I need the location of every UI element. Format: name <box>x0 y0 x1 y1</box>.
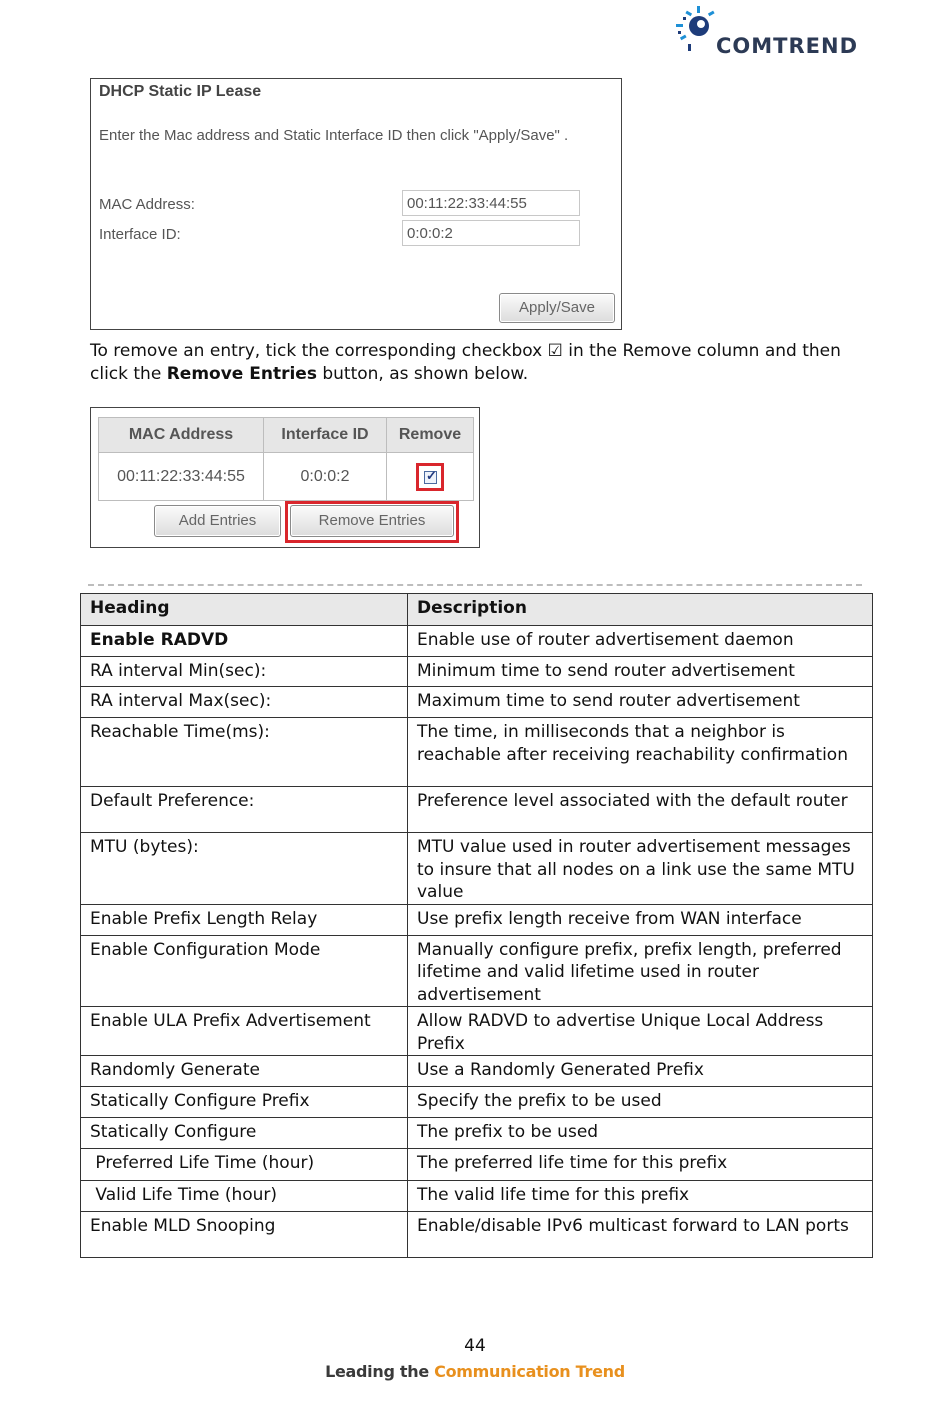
row-description: MTU value used in router advertisement messages to insure that all nodes on a link use the same MTU value <box>408 833 873 905</box>
tagline-part-2: Communication <box>434 1362 571 1381</box>
table-row <box>81 935 873 1007</box>
tagline-part-1: Leading the <box>325 1362 435 1381</box>
row-heading: Randomly Generate <box>81 1056 408 1087</box>
panel-title: DHCP Static IP Lease <box>99 83 262 100</box>
interface-id-label: Interface ID: <box>99 226 181 243</box>
row-heading: Enable Prefix Length Relay <box>81 904 408 935</box>
row-description: The valid life time for this prefix <box>408 1181 873 1212</box>
paragraph-bold: Remove Entries <box>166 364 317 384</box>
row-heading: Statically Configure <box>81 1118 408 1149</box>
dashed-divider <box>88 584 862 586</box>
table-row <box>81 833 873 905</box>
mac-address-label: MAC Address: <box>99 196 195 213</box>
row-heading: RA interval Max(sec): <box>81 687 408 718</box>
table-row <box>81 904 873 935</box>
table-row <box>81 1181 873 1212</box>
paragraph-text-1: To remove an entry, tick the corresponding checkbox ☑ in the Remove column and then click the <box>90 341 841 384</box>
table-row <box>81 657 873 687</box>
remove-highlight <box>416 463 444 491</box>
row-heading: Enable RADVD <box>81 626 408 657</box>
row-description: Enable/disable IPv6 multicast forward to LAN ports <box>408 1212 873 1258</box>
logo-burst-icon <box>672 4 716 56</box>
table-row <box>81 687 873 718</box>
row-heading: Enable ULA Prefix Advertisement <box>81 1007 408 1056</box>
remove-checkbox[interactable] <box>424 471 437 484</box>
row-description: The prefix to be used <box>408 1118 873 1149</box>
row-heading: Preferred Life Time (hour) <box>81 1149 408 1181</box>
table-row <box>81 718 873 787</box>
col-remove: Remove <box>387 418 474 453</box>
table-row <box>81 1149 873 1181</box>
table-row <box>81 1087 873 1118</box>
table-row <box>81 787 873 833</box>
header-description: Description <box>408 594 873 626</box>
row-heading: MTU (bytes): <box>81 833 408 905</box>
entry-iface: 0:0:0:2 <box>264 453 387 501</box>
entry-mac: 00:11:22:33:44:55 <box>99 453 264 501</box>
row-description: Use prefix length receive from WAN interface <box>408 904 873 935</box>
entry-remove-cell <box>387 453 474 501</box>
table-row <box>81 1007 873 1056</box>
row-description: Maximum time to send router advertisement <box>408 687 873 718</box>
mac-address-field[interactable]: 00:11:22:33:44:55 <box>402 190 580 216</box>
table-row <box>81 1118 873 1149</box>
row-description: Allow RADVD to advertise Unique Local Address Prefix <box>408 1007 873 1056</box>
row-description: Enable use of router advertisement daemon <box>408 626 873 657</box>
page-number: 44 <box>464 1336 486 1356</box>
header-heading: Heading <box>81 594 408 626</box>
radvd-description-table <box>80 593 873 1258</box>
footer-tagline <box>0 1362 950 1381</box>
row-heading: Statically Configure Prefix <box>81 1087 408 1118</box>
row-description: Manually configure prefix, prefix length, preferred lifetime and valid lifetime used in router advertisement <box>408 935 873 1007</box>
interface-id-field[interactable]: 0:0:0:2 <box>402 220 580 246</box>
col-interface-id: Interface ID <box>264 418 387 453</box>
row-description: Minimum time to send router advertisement <box>408 657 873 687</box>
tagline-part-4: Trend <box>575 1362 625 1381</box>
entries-header-row <box>99 418 474 453</box>
paragraph-text-2: button, as shown below. <box>316 364 529 384</box>
row-heading: Valid Life Time (hour) <box>81 1181 408 1212</box>
logo-wordmark: COMTREND <box>716 34 859 58</box>
apply-save-button[interactable]: Apply/Save <box>499 293 615 323</box>
remove-entries-button[interactable]: Remove Entries <box>290 505 454 537</box>
row-heading: Reachable Time(ms): <box>81 718 408 787</box>
dhcp-static-ip-lease-panel <box>90 78 622 330</box>
row-description: The preferred life time for this prefix <box>408 1149 873 1181</box>
row-description: Preference level associated with the default router <box>408 787 873 833</box>
add-entries-button[interactable]: Add Entries <box>154 505 281 537</box>
table-row <box>81 626 873 657</box>
static-lease-entries-panel <box>90 407 480 548</box>
instruction-paragraph <box>90 340 880 386</box>
col-mac-address: MAC Address <box>99 418 264 453</box>
panel-instruction: Enter the Mac address and Static Interface ID then click "Apply/Save" . <box>99 127 569 144</box>
entries-row <box>99 453 474 501</box>
row-description: The time, in milliseconds that a neighbor is reachable after receiving reachability confirmation <box>408 718 873 787</box>
row-heading: Enable MLD Snooping <box>81 1212 408 1258</box>
table-header-row <box>81 594 873 626</box>
row-description: Use a Randomly Generated Prefix <box>408 1056 873 1087</box>
row-heading: RA interval Min(sec): <box>81 657 408 687</box>
row-description: Specify the prefix to be used <box>408 1087 873 1118</box>
table-row <box>81 1212 873 1258</box>
comtrend-logo <box>672 4 872 56</box>
table-row <box>81 1056 873 1087</box>
entries-table <box>98 417 474 501</box>
row-heading: Default Preference: <box>81 787 408 833</box>
row-heading: Enable Configuration Mode <box>81 935 408 1007</box>
